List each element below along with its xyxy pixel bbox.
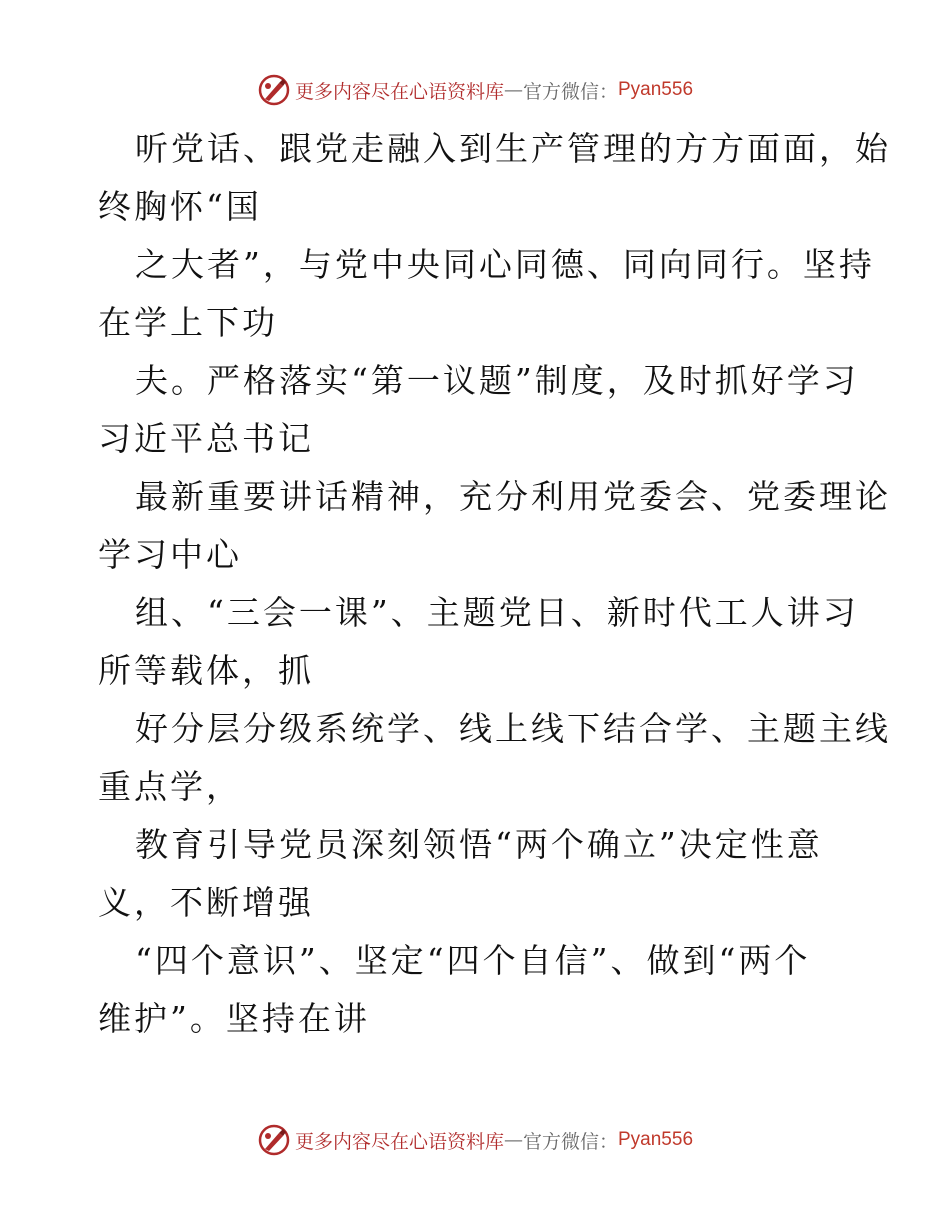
- banner-main-text: 更多内容尽在心语资料库: [294, 80, 504, 103]
- document-body: [98, 120, 891, 1048]
- text-line: 学习中心: [98, 535, 242, 574]
- banner-wechat-id: Pyan556: [618, 1129, 694, 1150]
- text-line: 维护”。坚持在讲: [98, 999, 370, 1038]
- text-line: 教育引导党员深刻领悟“两个确立”决定性意: [135, 825, 823, 864]
- text-line: 最新重要讲话精神，充分利用党委会、党委理论: [135, 477, 891, 516]
- text-line: 听党话、跟党走融入到生产管理的方方面面，始: [135, 129, 891, 168]
- banner-dash: —: [503, 1129, 523, 1151]
- footer-banner: [0, 1120, 950, 1160]
- text-line: 好分层分级系统学、线上线下结合学、主题主线: [135, 709, 891, 748]
- text-line: 所等载体，抓: [98, 651, 314, 690]
- text-line: 夫。严格落实“第一议题”制度，及时抓好学习: [135, 361, 859, 400]
- text-line: 义，不断增强: [98, 883, 314, 922]
- banner-dash: —: [503, 79, 523, 101]
- header-banner: [0, 70, 950, 110]
- banner-wechat-id: Pyan556: [618, 79, 694, 100]
- banner-main-text: 更多内容尽在心语资料库: [294, 1130, 504, 1153]
- banner-wechat-label: 官方微信：: [522, 80, 618, 103]
- text-line: 重点学，: [98, 767, 242, 806]
- text-line: 习近平总书记: [98, 419, 314, 458]
- banner-wechat-label: 官方微信：: [522, 1130, 618, 1153]
- text-line: 终胸怀“国: [98, 187, 262, 226]
- text-line: 之大者”，与党中央同心同德、同向同行。坚持: [135, 245, 875, 284]
- pen-logo-icon: [257, 1123, 291, 1157]
- text-line: 组、“三会一课”、主题党日、新时代工人讲习: [135, 593, 859, 632]
- pen-logo-icon: [257, 73, 291, 107]
- text-line: “四个意识”、坚定“四个自信”、做到“两个: [135, 941, 811, 980]
- text-line: 在学上下功: [98, 303, 278, 342]
